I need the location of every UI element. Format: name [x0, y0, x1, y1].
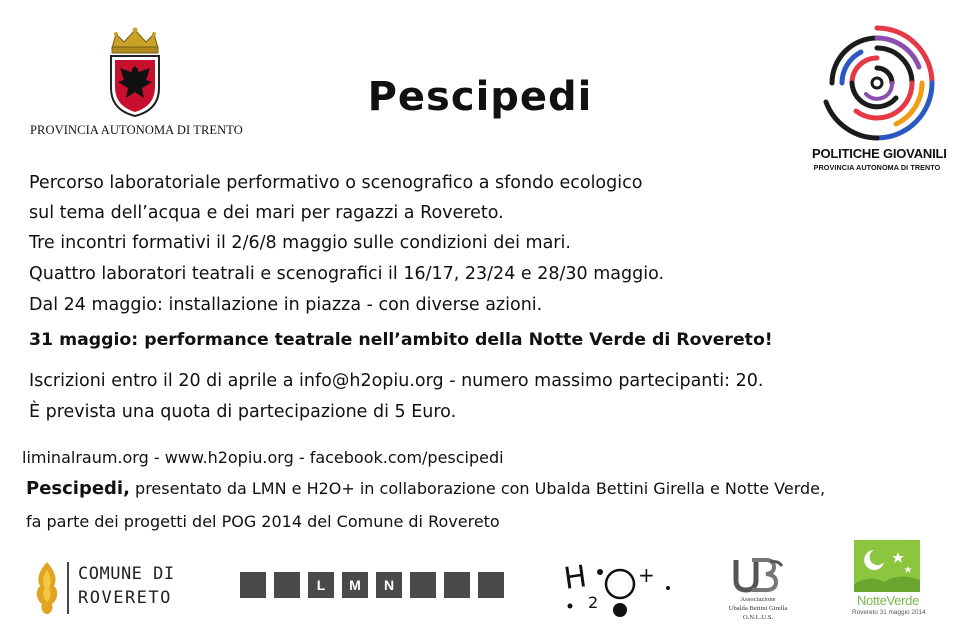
h2o-plus-logo	[562, 554, 682, 620]
lmn-square	[444, 572, 470, 598]
h2o-circle-icon	[606, 570, 634, 598]
comune-divider	[67, 562, 69, 614]
ubg-logo	[722, 556, 794, 626]
h2o-number-two: 2	[588, 593, 599, 612]
lmn-logo	[240, 572, 504, 598]
lmn-square	[240, 572, 266, 598]
flame-icon	[34, 560, 60, 616]
lmn-letter-m: M	[342, 572, 368, 598]
notte-verde-logo	[852, 540, 924, 620]
politiche-giovanili-logo	[812, 22, 947, 182]
fee-line: È prevista una quota di partecipazione di 5 Euro.	[29, 402, 457, 422]
lmn-square	[274, 572, 300, 598]
registration-line: Iscrizioni entro il 20 di aprile a info@h2opiu.org - numero massimo partecipanti: 20.	[29, 371, 764, 391]
ubg-label-line-2: Ubalda Bettini Girella	[728, 605, 788, 612]
provincia-trento-label: PROVINCIA AUTONOMA DI TRENTO	[30, 123, 243, 137]
comune-label-line-1: COMUNE DI	[78, 564, 175, 584]
ubg-label-line-1: Associazione	[740, 596, 776, 603]
notte-verde-badge	[854, 540, 920, 592]
dot-icon	[666, 586, 670, 590]
links-line: liminalraum.org - www.h2opiu.org - facebook.com/pescipedi	[22, 448, 504, 467]
moon-stars-icon	[854, 540, 920, 592]
lmn-square	[410, 572, 436, 598]
ubg-label-line-3: O.N.L.U.S.	[742, 614, 774, 621]
credits-line-1	[26, 478, 825, 499]
body-line-5: Dal 24 maggio: installazione in piazza - con diverse azioni.	[29, 295, 543, 315]
comune-label-line-2: ROVERETO	[78, 588, 172, 608]
highlight-line: 31 maggio: performance teatrale nell’ambito della Notte Verde di Rovereto!	[29, 330, 773, 350]
h2o-plus-sign: +	[638, 563, 655, 587]
politiche-giovanili-title: POLITICHE GIOVANILI	[812, 146, 947, 161]
lmn-letter-l: L	[308, 572, 334, 598]
dot-icon	[613, 603, 627, 617]
spiral-icon	[816, 22, 938, 144]
body-line-2: sul tema dell’acqua e dei mari per ragazzi a Rovereto.	[29, 203, 504, 223]
credits-text: presentato da LMN e H2O+ in collaborazione con Ubalda Bettini Girella e Notte Verde,	[129, 479, 826, 498]
notte-verde-date: Rovereto 31 maggio 2014	[852, 609, 926, 616]
dot-icon	[568, 604, 573, 609]
lmn-square	[478, 572, 504, 598]
credits-line-2: fa parte dei progetti del POG 2014 del Comune di Rovereto	[26, 512, 500, 531]
page-title: Pescipedi	[367, 74, 593, 120]
body-line-3: Tre incontri formativi il 2/6/8 maggio sulle condizioni dei mari.	[29, 233, 571, 253]
comune-rovereto-logo	[34, 560, 194, 616]
ubg-monogram-icon	[732, 556, 784, 594]
dot-icon	[597, 569, 603, 575]
body-line-4: Quattro laboratori teatrali e scenografici il 16/17, 23/24 e 28/30 maggio.	[29, 264, 665, 284]
notte-verde-name: NotteVerde	[856, 593, 920, 608]
credits-brand: Pescipedi,	[26, 478, 130, 499]
h2o-letter-h: H	[562, 559, 589, 597]
lmn-letter-n: N	[376, 572, 402, 598]
body-line-1: Percorso laboratoriale performativo o scenografico a sfondo ecologico	[29, 173, 643, 193]
politiche-giovanili-subtitle: PROVINCIA AUTONOMA DI TRENTO	[813, 163, 941, 172]
